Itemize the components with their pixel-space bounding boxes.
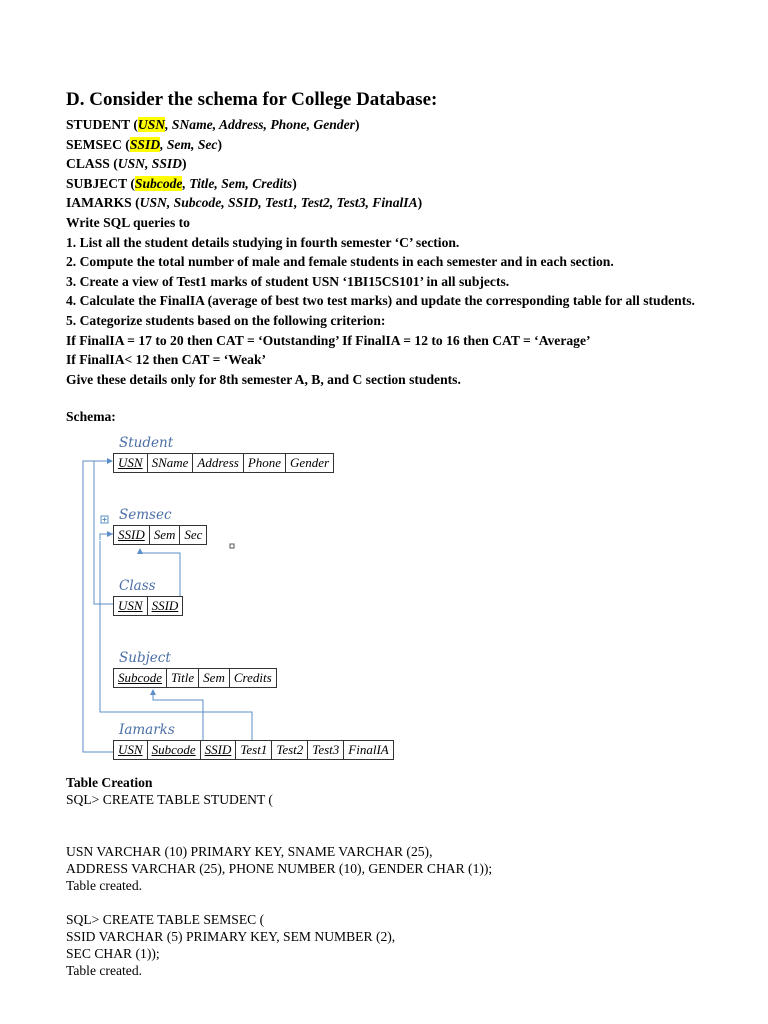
arrow-head [137,548,143,554]
table-cell: Gender [290,455,330,470]
primary-key-highlight: SSID [129,136,161,152]
query-5-criterion-2: If FinalIA< 12 then CAT = ‘Weak’ [66,352,267,368]
query-1: 1. List all the student details studying in fourth semester ‘C’ section. [66,234,460,250]
table-cell: USN [114,454,148,472]
ssid-connector [100,534,113,540]
table-cell: SSID [114,526,150,544]
table-cell: Sec [184,527,203,542]
expand-icon [101,516,108,523]
class-ssid-connector [140,553,180,596]
table-cell: Phone [244,454,286,472]
primary-key-highlight: Subcode [134,175,183,191]
expand-icon-plus [103,518,107,522]
query-2: 2. Compute the total number of male and female students in each semester and in each section. [66,254,614,270]
entity-title-subject: Subject [119,650,171,666]
schema-line-semsec: SEMSEC (SSID, Sem, Sec) [66,136,222,152]
resize-handle-icon [230,544,234,548]
table-cell: USN [114,597,148,615]
entity-table-subject [113,668,277,688]
query-4: 4. Calculate the FinalIA (average of best two test marks) and update the corresponding table for all students. [66,293,695,309]
schema-line-class: CLASS (USN, SSID) [66,156,187,172]
query-5: 5. Categorize students based on the following criterion: [66,312,386,328]
table-cell: SName [148,454,194,472]
sql-line: SQL> CREATE TABLE SEMSEC ( [66,912,265,927]
schema-line-student: STUDENT (USN, SName, Address, Phone, Gender) [66,117,360,132]
schema-line-subject: SUBJECT (Subcode, Title, Sem, Credits) [66,175,297,191]
table-cell: Credits [233,670,272,685]
sql-line: SSID VARCHAR (5) PRIMARY KEY, SEM NUMBER (2), [66,929,396,944]
query-5-criterion-1: If FinalIA = 17 to 20 then CAT = ‘Outstanding’ If FinalIA = 12 to 16 then CAT = ‘Average’ [66,332,591,348]
question-heading: D. Consider the schema for College Database: [66,89,438,110]
query-5-scope: Give these details only for 8th semester A, B, and C section students. [66,371,461,387]
table-cell: USN [114,741,148,759]
sql-line: SEC CHAR (1)); [66,946,160,961]
entity-title-class: Class [119,578,156,594]
subcode-connector [153,693,203,741]
entity-table-semsec [113,525,207,545]
entity-title-student: Student [119,435,174,451]
table-cell: Test2 [272,741,308,759]
sql-line: Table created. [66,963,143,978]
table-cell: Sem [150,526,181,544]
arrow-head [107,531,113,537]
entity-table-class [113,596,183,616]
table-cell: SSID [151,598,179,613]
table-cell: SSID [201,741,237,759]
iamarks-ssid-connector [100,541,252,741]
table-cell: Test1 [236,741,272,759]
table-cell: Test3 [308,741,344,759]
usn-class-connector [94,461,113,604]
entity-table-student [113,453,334,473]
entity-table-iamarks [113,740,394,760]
table-cell: FinalIA [348,742,389,757]
primary-key-highlight: USN [137,117,166,132]
table-creation-heading: Table Creation [66,775,153,790]
entity-title-iamarks: Iamarks [119,722,175,738]
sql-line: USN VARCHAR (10) PRIMARY KEY, SNAME VARCHAR (25), [66,844,433,859]
table-cell: Address [193,454,243,472]
sql-line: Table created. [66,878,143,893]
schema-line-iamarks: IAMARKS (USN, Subcode, SSID, Test1, Test2, Test3, FinalIA) [66,195,423,211]
entity-title-semsec: Semsec [119,507,172,523]
table-cell: Title [167,669,199,687]
question-block [66,88,746,389]
table-cell: Sem [199,669,230,687]
query-intro: Write SQL queries to [66,214,190,230]
arrow-head [107,458,113,464]
table-cell: Subcode [148,741,201,759]
query-3: 3. Create a view of Test1 marks of student USN ‘1BI15CS101’ in all subjects. [66,273,510,289]
sql-line: ADDRESS VARCHAR (25), PHONE NUMBER (10), GENDER CHAR (1)); [66,861,493,876]
usn-connector [83,461,113,752]
arrow-head [150,689,156,695]
table-cell: Subcode [114,669,167,687]
sql-line: SQL> CREATE TABLE STUDENT ( [66,792,273,807]
schema-label: Schema: [66,409,116,424]
